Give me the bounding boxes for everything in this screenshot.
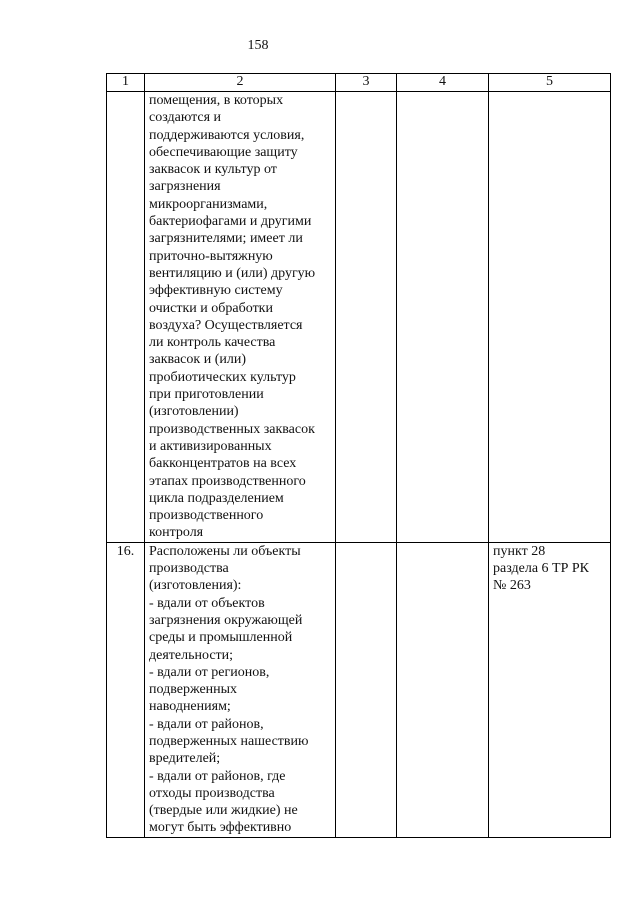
row-number [107, 92, 145, 543]
cell-col-4 [397, 542, 489, 837]
header-col-2: 2 [145, 74, 336, 92]
row-number: 16. [107, 542, 145, 837]
cell-col-3 [336, 92, 397, 543]
reference-cell: пункт 28 раздела 6 ТР РК № 263 [489, 542, 611, 837]
page-number: 158 [247, 38, 269, 53]
header-col-4: 4 [397, 74, 489, 92]
reference-cell [489, 92, 611, 543]
header-col-5: 5 [489, 74, 611, 92]
table-row [107, 542, 611, 837]
header-col-1: 1 [107, 74, 145, 92]
table-row [107, 92, 611, 543]
requirements-table [106, 73, 611, 838]
header-col-3: 3 [336, 74, 397, 92]
cell-col-4 [397, 92, 489, 543]
requirement-text: помещения, в которых создаются и поддерживаются условия, обеспечивающие защиту заквасок и культур от загрязнения микроорганизмами, бактериофагами и другими загрязнителями; имеет ли приточно-вытяжную вентиляцию и (или) другую эффективную систему очистки и обработки воздуха? Осуществляется ли контроль качества заквасок и (или) пробиотических культур при приготовлении (изготовлении) производственных заквасок и активизированных бакконцентратов на всех этапах производственного цикла подразделением производственного контроля [145, 92, 336, 543]
table-header-row [107, 74, 611, 92]
requirement-text: Расположены ли объекты производства (изготовления): - вдали от объектов загрязнения окружающей среды и промышленной деятельности; - вдали от регионов, подверженных наводнениям; - вдали от районов, подверженных нашествию вредителей; - вдали от районов, где отходы производства (твердые или жидкие) не могут быть эффективно [145, 542, 336, 837]
cell-col-3 [336, 542, 397, 837]
